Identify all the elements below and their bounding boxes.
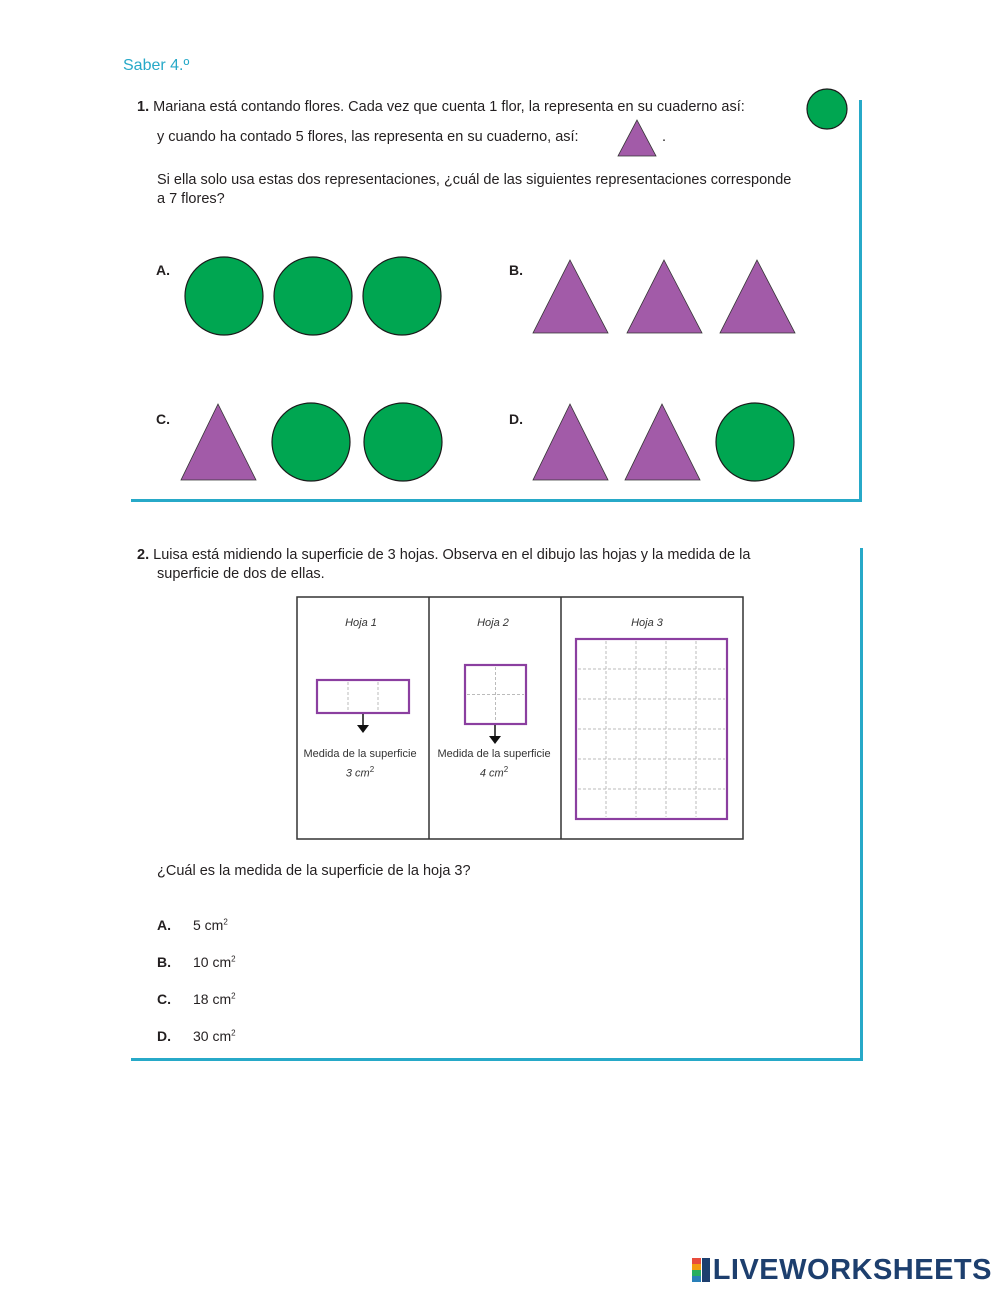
answer-b[interactable] — [157, 954, 236, 970]
q2-question: ¿Cuál es la medida de la superficie de la hoja 3? — [157, 863, 471, 879]
q1-text-line1: Mariana está contando flores. Cada vez que cuenta 1 flor, la representa en su cuaderno así: — [153, 99, 745, 115]
answer-a-exp: 2 — [223, 917, 228, 927]
answer-b-exp: 2 — [231, 954, 236, 964]
hoja3-label: Hoja 3 — [631, 617, 663, 629]
answer-d-exp: 2 — [231, 1028, 236, 1038]
hoja1-label: Hoja 1 — [345, 617, 377, 629]
option-a-label[interactable]: A. — [156, 262, 170, 278]
q1-number: 1. — [137, 99, 150, 115]
triangle-representation-icon — [616, 118, 658, 158]
hoja2-measure — [429, 747, 559, 782]
hoja2-measure-exp: 2 — [503, 765, 509, 774]
q2-frame-bottom — [131, 1058, 863, 1061]
option-d-circle-1 — [716, 403, 794, 481]
liveworksheets-logo[interactable] — [692, 1254, 992, 1287]
hoja2-square — [465, 665, 526, 724]
answer-a[interactable] — [157, 917, 228, 933]
option-c-circle-2 — [364, 403, 442, 481]
hoja2-label: Hoja 2 — [477, 617, 509, 629]
option-a-circle-3 — [363, 257, 441, 335]
answer-d[interactable] — [157, 1028, 236, 1044]
q1-frame-bottom — [131, 499, 862, 502]
hoja2-measure-value: 4 cm — [479, 767, 504, 780]
option-c-shapes[interactable] — [178, 398, 450, 486]
option-d-triangle-2 — [625, 404, 700, 480]
q2-text-line1: Luisa está midiendo la superficie de 3 hojas. Observa en el dibujo las hojas y la medida de la — [153, 547, 751, 563]
answer-b-value: 10 cm — [193, 954, 232, 970]
q2-frame-right — [860, 548, 863, 1061]
hoja2-measure-caption: Medida de la superficie — [437, 748, 551, 760]
q1-line3: Si ella solo usa estas dos representaciones, ¿cuál de las siguientes representaciones corresponde — [157, 172, 792, 188]
q2-figure — [296, 596, 744, 841]
hoja3-grid — [576, 639, 727, 819]
answer-d-letter: D. — [157, 1028, 171, 1044]
q1-text-line2: y cuando ha contado 5 flores, las representa en su cuaderno, así: — [157, 129, 579, 145]
hoja1-rectangle — [317, 680, 409, 713]
option-d-label[interactable]: D. — [509, 411, 523, 427]
answer-a-value: 5 cm — [193, 917, 224, 933]
answer-c-letter: C. — [157, 991, 171, 1007]
option-d-shapes[interactable] — [530, 398, 802, 486]
q2-number: 2. — [137, 547, 150, 563]
hoja1-measure-value: 3 cm — [345, 767, 370, 780]
option-b-label[interactable]: B. — [509, 262, 523, 278]
option-b-triangle-3 — [720, 260, 795, 333]
q2-line1 — [137, 546, 750, 565]
option-b-shapes[interactable] — [530, 255, 800, 337]
option-a-circle-1 — [185, 257, 263, 335]
q1-line4: a 7 flores? — [157, 191, 225, 207]
answer-c-value: 18 cm — [193, 991, 232, 1007]
answer-c-exp: 2 — [231, 991, 236, 1001]
option-c-triangle-1 — [181, 404, 256, 480]
answer-c[interactable] — [157, 991, 236, 1007]
hoja1-measure-caption: Medida de la superficie — [303, 748, 417, 760]
option-a-shapes[interactable] — [180, 252, 450, 340]
option-b-triangle-2 — [627, 260, 702, 333]
liveworksheets-logo-text: LIVEWORKSHEETS — [712, 1254, 992, 1286]
option-b-triangle-1 — [533, 260, 608, 333]
circle-representation-icon — [805, 87, 849, 131]
option-a-circle-2 — [274, 257, 352, 335]
answer-b-letter: B. — [157, 954, 171, 970]
q1-line1 — [137, 98, 745, 117]
option-c-circle-1 — [272, 403, 350, 481]
q1-line2 — [157, 128, 579, 147]
hoja1-measure — [295, 747, 425, 782]
q1-line2-end: . — [662, 129, 667, 145]
page-header: Saber 4.º — [123, 57, 190, 74]
option-c-label[interactable]: C. — [156, 411, 170, 427]
hoja1-measure-exp: 2 — [369, 765, 375, 774]
answer-d-value: 30 cm — [193, 1028, 232, 1044]
q2-line2: superficie de dos de ellas. — [157, 566, 325, 582]
option-d-triangle-1 — [533, 404, 608, 480]
liveworksheets-logo-icon — [692, 1258, 710, 1282]
answer-a-letter: A. — [157, 917, 171, 933]
q1-frame-right — [859, 100, 862, 502]
